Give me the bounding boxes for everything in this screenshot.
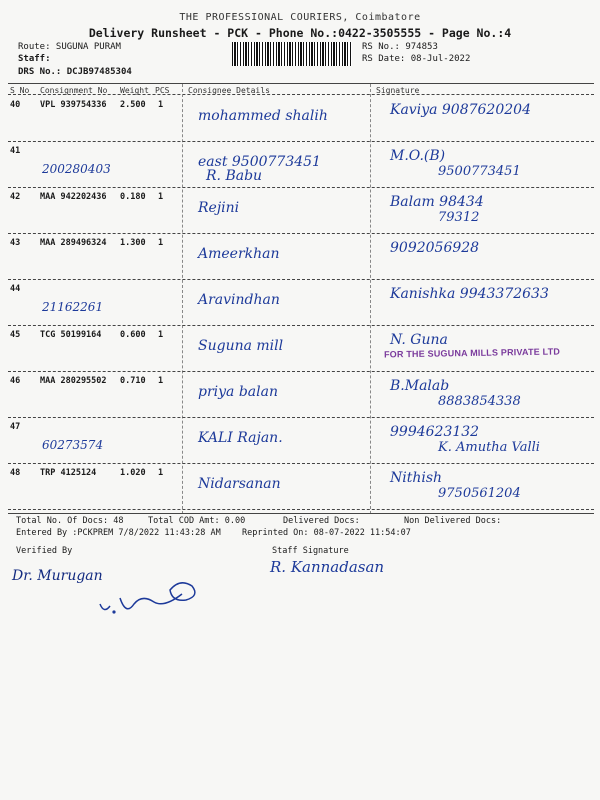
table-top-rule: [8, 83, 594, 84]
row-consignment: MAA 289496324: [40, 238, 107, 248]
row-signature-line2: 9500773451: [438, 164, 521, 179]
row-divider: [8, 509, 594, 510]
row-signature-line2: K. Amutha Valli: [438, 440, 540, 455]
row-weight: 2.500: [120, 100, 146, 110]
row-weight: 1.020: [120, 468, 146, 478]
barcode: [232, 42, 352, 66]
table-row: [8, 326, 594, 372]
staff-signature: R. Kannadasan: [270, 558, 385, 576]
row-weight: 1.300: [120, 238, 146, 248]
route-label: Route: SUGUNA PURAM: [18, 42, 121, 52]
row-signature: Balam 98434: [390, 194, 484, 210]
row-sno: 41: [10, 146, 21, 156]
row-pcs: 1: [158, 468, 164, 478]
row-pcs: 1: [158, 100, 164, 110]
row-consignment-handwritten: 60273574: [42, 438, 104, 452]
rs-number: RS No.: 974853: [362, 42, 438, 52]
row-weight: 0.710: [120, 376, 146, 386]
row-sno: 42: [10, 192, 21, 202]
col-sno: S No: [10, 86, 30, 95]
verified-signature: Dr. Murugan: [12, 568, 103, 584]
company-name: THE PROFESSIONAL COURIERS, Coimbatore: [179, 12, 421, 23]
row-signature-line2: 79312: [438, 210, 480, 225]
row-pcs: 1: [158, 192, 164, 202]
total-cod: Total COD Amt: 0.00: [148, 516, 246, 526]
row-consignment-handwritten: 200280403: [42, 162, 111, 176]
table-row: [8, 464, 594, 510]
row-consignment: MAA 280295502: [40, 376, 107, 386]
row-consignee: Nidarsanan: [198, 476, 281, 492]
table-row: [8, 418, 594, 464]
row-weight: 0.600: [120, 330, 146, 340]
row-consignee: Ameerkhan: [198, 246, 280, 262]
total-docs: Total No. Of Docs: 48: [16, 516, 124, 526]
row-sno: 43: [10, 238, 21, 248]
row-signature: Kaviya 9087620204: [390, 102, 531, 118]
staff-label: Staff:: [18, 54, 51, 64]
row-sno: 46: [10, 376, 21, 386]
row-signature-line2: 8883854338: [438, 394, 521, 409]
row-consignee: priya balan: [198, 384, 278, 400]
page-title: Delivery Runsheet - PCK - Phone No.:0422-3505555 - Page No.:4: [88, 26, 512, 40]
rs-date: RS Date: 08-Jul-2022: [362, 54, 471, 64]
row-consignment: TCG 50199164: [40, 330, 102, 340]
col-weight: Weight: [120, 86, 149, 95]
row-signature: 9092056928: [390, 240, 480, 256]
row-consignee-line2: R. Babu: [206, 168, 263, 184]
row-consignment: TRP 4125124: [40, 468, 97, 478]
row-signature: M.O.(B): [390, 148, 446, 164]
row-consignee: Rejini: [198, 200, 240, 216]
row-signature: Nithish: [390, 470, 443, 486]
verified-by-label: Verified By: [16, 546, 73, 556]
row-consignment: VPL 939754336: [40, 100, 107, 110]
reprinted-on: Reprinted On: 08-07-2022 11:54:07: [242, 528, 411, 538]
col-signature: Signature: [376, 86, 420, 95]
table-row: [8, 142, 594, 188]
row-sno: 44: [10, 284, 21, 294]
row-signature: B.Malab: [390, 378, 450, 394]
table-row: [8, 96, 594, 142]
row-sno: 47: [10, 422, 21, 432]
col-pcs: PCS: [155, 86, 170, 95]
row-consignment: MAA 942202436: [40, 192, 107, 202]
table-bottom-rule: [8, 513, 594, 514]
signature-scribble: [20, 566, 280, 626]
table-row: [8, 234, 594, 280]
table-head-rule: [8, 94, 594, 95]
col-consignment: Consignment No: [40, 86, 108, 95]
entered-by: Entered By :PCKPREM 7/8/2022 11:43:28 AM: [16, 528, 221, 538]
row-signature: N. Guna: [390, 332, 448, 348]
table-row: [8, 372, 594, 418]
row-signature: 9994623132: [390, 424, 480, 440]
row-pcs: 1: [158, 238, 164, 248]
row-sno: 48: [10, 468, 21, 478]
delivered-docs: Delivered Docs:: [283, 516, 360, 526]
row-consignee: KALI Rajan.: [198, 430, 283, 446]
row-sno: 45: [10, 330, 21, 340]
non-delivered-docs: Non Delivered Docs:: [404, 516, 502, 526]
row-signature: Kanishka 9943372633: [390, 286, 549, 302]
row-consignment-handwritten: 21162261: [42, 300, 104, 314]
table-row: [8, 188, 594, 234]
row-consignee: Suguna mill: [198, 338, 284, 354]
col-consignee: Consignee Details: [188, 86, 270, 95]
row-consignee: mohammed shalih: [198, 108, 328, 124]
staff-signature-label: Staff Signature: [272, 546, 349, 556]
row-weight: 0.180: [120, 192, 146, 202]
drs-number: DRS No.: DCJB97485304: [18, 67, 132, 77]
row-pcs: 1: [158, 376, 164, 386]
row-consignee: Aravindhan: [198, 292, 280, 308]
table-row: [8, 280, 594, 326]
row-consignee: east 9500773451: [198, 154, 321, 170]
row-sno: 40: [10, 100, 21, 110]
row-pcs: 1: [158, 330, 164, 340]
company-stamp: FOR THE SUGUNA MILLS PRIVATE LTD: [383, 346, 561, 360]
row-signature-line2: 9750561204: [438, 486, 521, 501]
